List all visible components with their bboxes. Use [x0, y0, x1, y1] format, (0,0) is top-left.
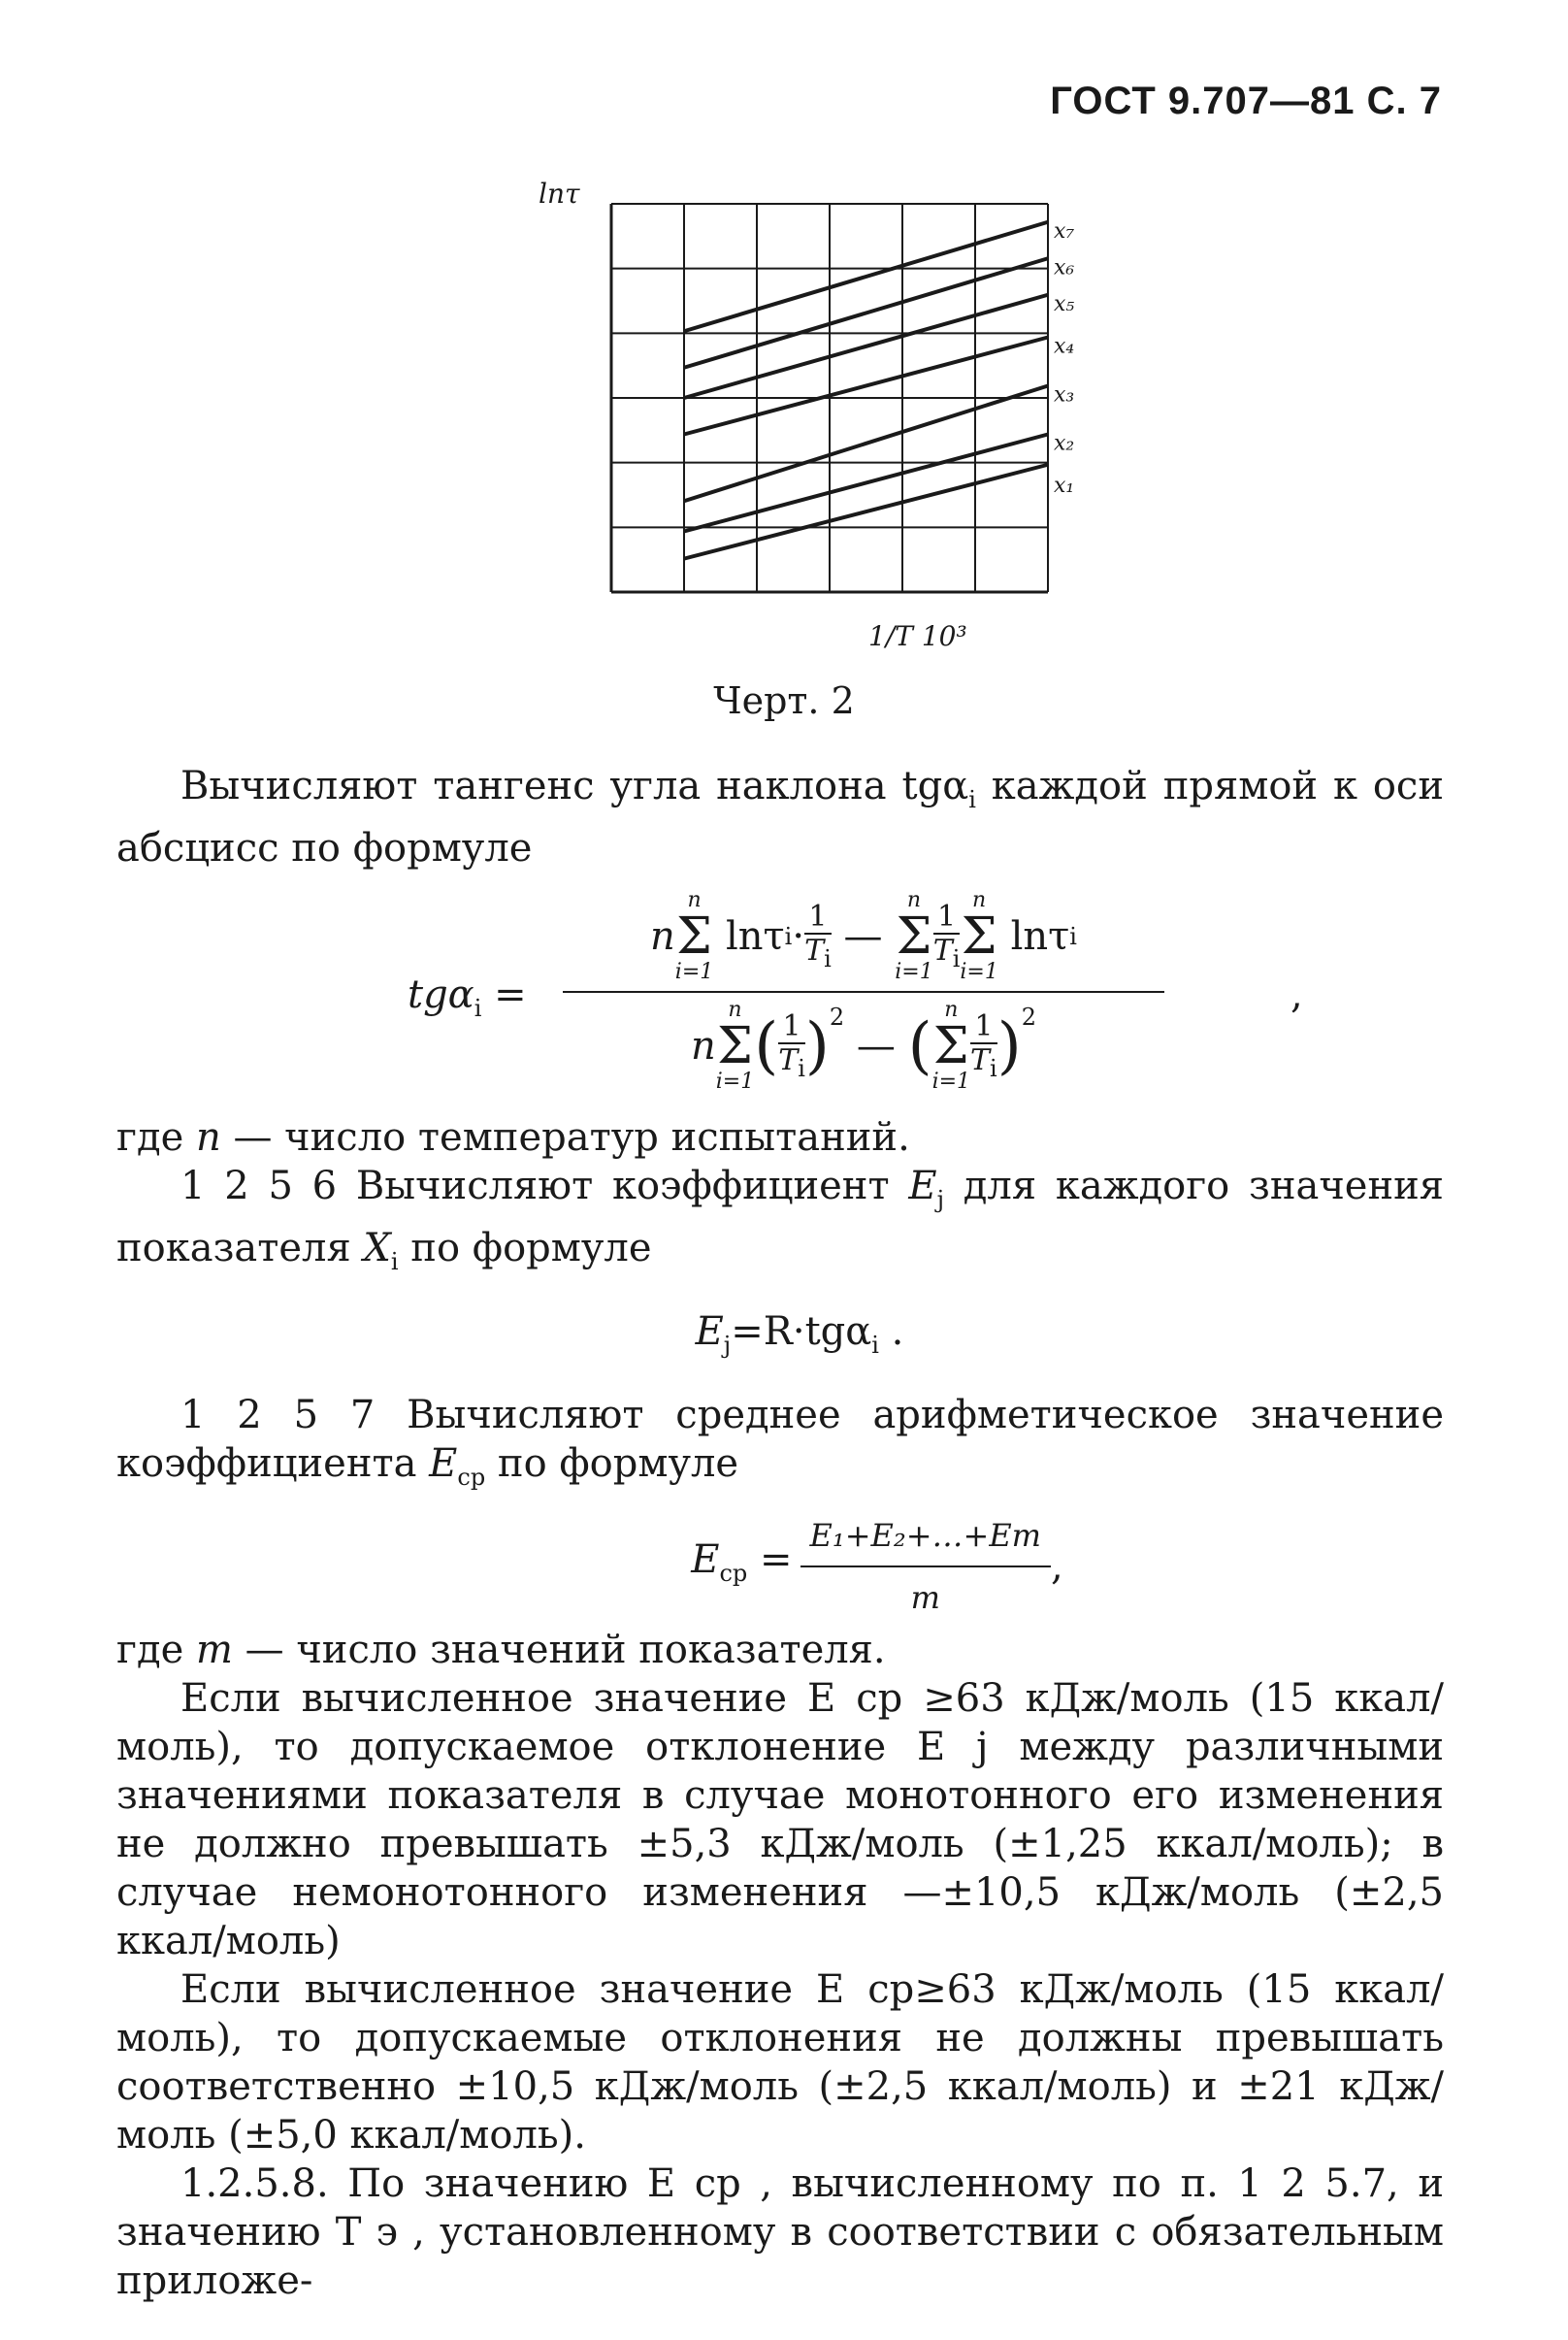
series-line: [684, 295, 1048, 398]
paragraph-8: 1.2.5.8. По значению E ср , вычисленному по п. 1 2 5.7, и значению T э , установленному в соответствии с обязательным приложе-: [116, 2161, 1444, 2303]
series-label: x₇: [1054, 218, 1075, 244]
paragraph-4: 1 2 5 7 Вычисляют среднее арифметическое значение коэффициента $E_{ср}$ по формуле: [116, 1393, 1444, 1491]
paragraph-7: Если вычисленное значение E ср≥63 кДж/моль (15 ккал/моль), то допускаемые отклонения не должны превышать соответственно ±10,5 кДж/моль (±2,5 ккал/моль) и ±21 кДж/моль (±5,0 ккал/моль).: [116, 1967, 1444, 2158]
paragraph-2: где n — число температур испытаний.: [116, 1115, 910, 1160]
paragraph-1: Вычисляют тангенс угла наклона tgα$_i$ каждой прямой к оси абсцисс по формуле: [116, 764, 1444, 871]
series-label: x₃: [1054, 382, 1075, 408]
series-label: x₁: [1054, 473, 1075, 498]
paragraph-6: Если вычисленное значение E ср ≥63 кДж/моль (15 ккал/моль), то допускаемое отклонение E j между различными значениями показателя в случае монотонного его изменения не должно превышать ±5,3 кДж/моль (±1,25 ккал/моль); в случае немонотонного изменения —±10,5 кДж/моль (±2,5 ккал/моль): [116, 1676, 1444, 1963]
chart-svg: [539, 180, 1082, 665]
series-label: x₅: [1054, 291, 1075, 316]
page-header: ГОСТ 9.707—81 С. 7: [1050, 80, 1442, 122]
paragraph-5: где m — число значений показателя.: [116, 1628, 886, 1672]
series-label: x₄: [1054, 334, 1075, 359]
series-line: [684, 465, 1048, 559]
body-text: [116, 762, 1444, 2305]
x-axis-label: 1/T 10³: [868, 620, 967, 652]
formula-ej: $E_j=R\cdot tg\alpha_i$ .: [695, 1309, 904, 1359]
chart: [539, 180, 1082, 665]
y-axis-label: lnτ: [539, 180, 580, 210]
series-label: x₆: [1054, 255, 1075, 280]
figure-caption: Черт. 2: [713, 679, 855, 722]
formula-tg: tgα$_i$ = n n Σ i=1 lnτ i · $\frac{1}{T_i}$ — n Σ i=1 $\frac{1}{T_i}$ n Σ i=1 lnτ i n n Σ i=1 ( $\frac{1}{T_i}$ ) $^2$ — ( n Σ i=1 $\frac{1}{T_i}$ ) $^2$ ,: [408, 888, 1303, 1094]
formula-ecp: $E_{ср}$ = $\frac{\text{E₁+E₂+…+Em}}{m}$ ,: [691, 1517, 1063, 1616]
series-label: x₂: [1054, 431, 1075, 456]
paragraph-3: 1 2 5 6 Вычисляют коэффициент $E_j$ для каждого значения показателя $X_i$ по формуле: [116, 1164, 1445, 1275]
